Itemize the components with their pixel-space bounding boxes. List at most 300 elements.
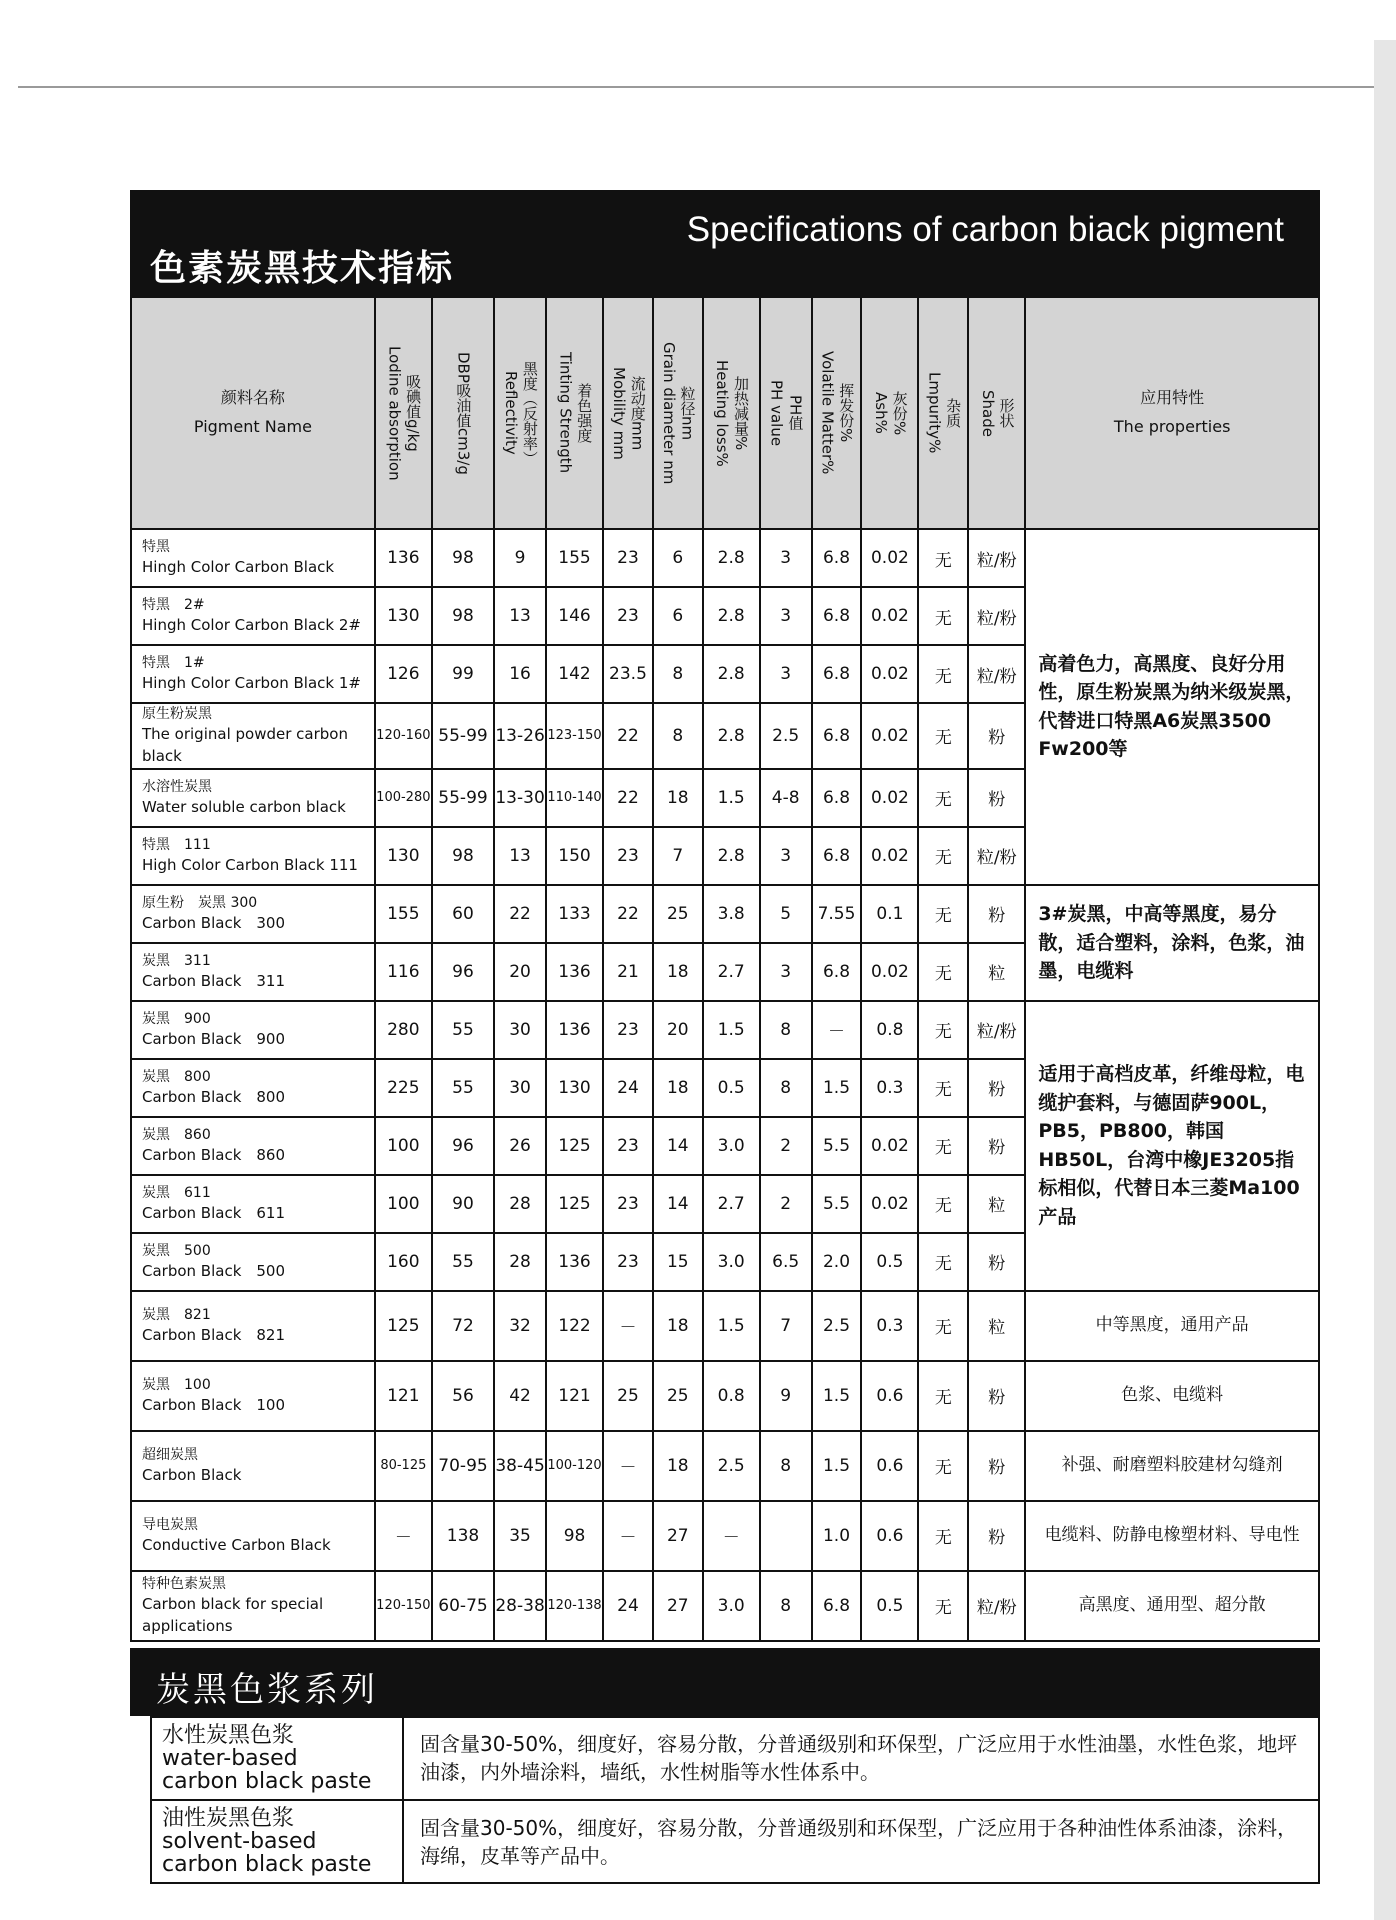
properties-cell: 3#炭黑，中高等黑度，易分散，适合塑料，涂料，色浆，油墨，电缆料 [1025,885,1319,1001]
spec-value: 138 [432,1501,494,1571]
pigment-name-zh: 炭黑 800 [142,1068,211,1085]
spec-value: 13-26 [494,703,546,769]
spec-value: 133 [546,885,603,943]
spec-value: 无 [918,703,968,769]
spec-value: 无 [918,1001,968,1059]
spec-value: 56 [432,1361,494,1431]
spec-value: 5.5 [812,1175,862,1233]
title-banner [130,190,1320,296]
pigment-name [131,1361,375,1431]
pigment-name [131,645,375,703]
spec-value: 70-95 [432,1431,494,1501]
spec-value: 23 [603,827,653,885]
spec-value [760,1501,812,1571]
title-en: Specifications of carbon biack pigment [686,210,1284,249]
spec-value: 2.0 [812,1233,862,1291]
spec-value: 146 [546,587,603,645]
spec-value: 155 [546,529,603,587]
pigment-name-zh: 炭黑 821 [142,1306,211,1323]
spec-value: 2 [760,1117,812,1175]
spec-value: 55-99 [432,703,494,769]
spec-value: 3 [760,645,812,703]
spec-value: 55 [432,1233,494,1291]
spec-value: 100 [375,1175,432,1233]
spec-value: 0.5 [703,1059,760,1117]
table-row [131,1291,1319,1361]
spec-value: 9 [760,1361,812,1431]
spec-value: 0.02 [861,1117,918,1175]
spec-value: 21 [603,943,653,1001]
spec-value: 27 [653,1501,703,1571]
spec-value: 96 [432,943,494,1001]
pigment-name-zh: 特黑 2# [142,596,205,613]
header-col-10: 灰份% Ash% [861,297,918,529]
spec-value: 6.8 [812,1571,862,1641]
spec-value: 122 [546,1291,603,1361]
spec-value: － [603,1501,653,1571]
pigment-name-zh: 原生粉 炭黑 300 [142,894,258,911]
pigment-name-en: Carbon Black 311 [142,972,286,991]
pigment-name-en: Carbon Black 611 [142,1204,286,1223]
spec-value: 3.0 [703,1233,760,1291]
pigment-name-en: Hingh Color Carbon Black 1# [142,674,361,693]
spec-value: 98 [432,587,494,645]
spec-value: 100-120 [546,1431,603,1501]
pigment-name-en: Water soluble carbon black [142,798,346,817]
paste-name: 油性炭黑色浆 solvent-based carbon black paste [151,1800,403,1883]
spec-value: 1.5 [703,1291,760,1361]
spec-value: 粉 [968,1431,1025,1501]
table-row [131,885,1319,943]
spec-value: 96 [432,1117,494,1175]
spec-value: 2.8 [703,587,760,645]
spec-value: 0.6 [861,1431,918,1501]
header-col-8: PH值 PH value [760,297,812,529]
spec-value: 16 [494,645,546,703]
spec-value: 23 [603,587,653,645]
pigment-name [131,1001,375,1059]
spec-value: 无 [918,1501,968,1571]
spec-value: 4-8 [760,769,812,827]
spec-value: － [812,1001,862,1059]
spec-value: 24 [603,1059,653,1117]
pigment-name-en: Hingh Color Carbon Black [142,558,335,577]
pigment-name-en: Conductive Carbon Black [142,1536,331,1555]
spec-value: 无 [918,943,968,1001]
spec-value: 3.0 [703,1117,760,1175]
spec-value: 98 [432,529,494,587]
spec-value: 5 [760,885,812,943]
spec-value: 155 [375,885,432,943]
spec-value: 150 [546,827,603,885]
spec-value: 0.02 [861,645,918,703]
properties-cell: 中等黑度，通用产品 [1025,1291,1319,1361]
scan-edge [18,86,1378,88]
spec-value: 136 [375,529,432,587]
spec-value: 25 [603,1361,653,1431]
pigment-name-en: Carbon Black 860 [142,1146,286,1165]
spec-value: 90 [432,1175,494,1233]
spec-value: 130 [546,1059,603,1117]
spec-value: － [603,1431,653,1501]
properties-cell: 高黑度、通用型、超分散 [1025,1571,1319,1641]
spec-value: 6.8 [812,943,862,1001]
spec-value: 14 [653,1175,703,1233]
paste-description: 固含量30-50%，细度好，容易分散，分普通级别和环保型，广泛应用于水性油墨，水性色浆，地坪油漆，内外墙涂料，墙纸，水性树脂等水性体系中。 [403,1717,1319,1800]
spec-value: 126 [375,645,432,703]
spec-value: 无 [918,1291,968,1361]
spec-value: 3.0 [703,1571,760,1641]
spec-value: 6 [653,587,703,645]
header-pigment-name: 颜料名称 Pigment Name [131,297,375,529]
spec-value: 99 [432,645,494,703]
spec-value: 无 [918,1117,968,1175]
spec-value: 2.8 [703,703,760,769]
pigment-name-zh: 炭黑 100 [142,1376,211,1393]
table-row [131,1001,1319,1059]
pigment-name-zh: 特黑 1# [142,654,205,671]
pigment-name-zh: 超细炭黑 [142,1446,198,1463]
spec-value: 225 [375,1059,432,1117]
spec-value: 2.7 [703,943,760,1001]
spec-value: 0.02 [861,703,918,769]
spec-value: 无 [918,1431,968,1501]
pigment-name [131,529,375,587]
spec-value: 160 [375,1233,432,1291]
spec-value: 18 [653,1059,703,1117]
pigment-name-zh: 导电炭黑 [142,1516,198,1533]
spec-value: 粒 [968,943,1025,1001]
spec-value: 0.6 [861,1361,918,1431]
spec-value: 粒/粉 [968,827,1025,885]
spec-value: 1.5 [703,769,760,827]
spec-value: 7 [760,1291,812,1361]
properties-cell: 适用于高档皮革，纤维母粒，电缆护套料，与德固萨900L，PB5，PB800，韩国HB50L，台湾中橡JE3205指标相似，代替日本三菱Ma100产品 [1025,1001,1319,1291]
spec-value: 3 [760,943,812,1001]
spec-value: 6.8 [812,827,862,885]
pigment-name [131,587,375,645]
spec-value: 0.02 [861,529,918,587]
spec-value: 3.8 [703,885,760,943]
pigment-name-zh: 特黑 111 [142,836,211,853]
spec-value: 136 [546,1233,603,1291]
spec-value: 23.5 [603,645,653,703]
spec-value: 26 [494,1117,546,1175]
spec-value: 22 [603,885,653,943]
spec-value: 98 [546,1501,603,1571]
pigment-name-zh: 原生粉炭黑 [142,706,212,722]
spec-value: 27 [653,1571,703,1641]
spec-value: 125 [546,1175,603,1233]
spec-value: 无 [918,885,968,943]
spec-sheet [130,190,1320,1884]
spec-value: 无 [918,1175,968,1233]
spec-value: 23 [603,529,653,587]
pigment-name-zh: 特种色素炭黑 [142,1575,226,1592]
spec-value: 2.8 [703,827,760,885]
spec-value: 80-125 [375,1431,432,1501]
spec-value: 25 [653,885,703,943]
scan-margin [1374,40,1396,1920]
spec-value: 30 [494,1059,546,1117]
spec-value: 粒/粉 [968,529,1025,587]
spec-value: 2.5 [760,703,812,769]
pigment-name-en: Hingh Color Carbon Black 2# [142,616,361,635]
pigment-name-en: High Color Carbon Black 111 [142,856,358,875]
spec-value: 13-30 [494,769,546,827]
spec-value: 0.02 [861,943,918,1001]
pigment-name [131,1175,375,1233]
paste-table [150,1716,1320,1885]
pigment-name [131,769,375,827]
pigment-name-en: Carbon Black 300 [142,914,286,933]
spec-value: 0.3 [861,1291,918,1361]
spec-value: 24 [603,1571,653,1641]
spec-value: 粉 [968,885,1025,943]
pigment-name [131,943,375,1001]
spec-value: 3 [760,529,812,587]
spec-value: 2 [760,1175,812,1233]
pigment-name-zh: 水溶性炭黑 [142,778,212,795]
spec-value: 3 [760,827,812,885]
pigment-name [131,1059,375,1117]
header-col-6: 粒径nm Grain diameter nm [653,297,703,529]
spec-value: 6.8 [812,769,862,827]
spec-value: 粉 [968,1117,1025,1175]
spec-value: 粒/粉 [968,645,1025,703]
spec-value: 116 [375,943,432,1001]
spec-value: 38-45 [494,1431,546,1501]
pigment-name-zh: 炭黑 900 [142,1010,211,1027]
spec-value: 280 [375,1001,432,1059]
spec-value: 23 [603,1233,653,1291]
pigment-name-en: Carbon black for special applications [142,1595,324,1635]
header-col-7: 加热减量% Heating loss% [703,297,760,529]
spec-value: 6.8 [812,587,862,645]
spec-value: 1.5 [812,1361,862,1431]
table-row [131,529,1319,587]
spec-value: 18 [653,943,703,1001]
pigment-name-en: Carbon Black 500 [142,1262,286,1281]
spec-value: 无 [918,1059,968,1117]
spec-value: 6.8 [812,645,862,703]
spec-value: 3 [760,587,812,645]
spec-value: 13 [494,587,546,645]
header-col-1: 吸碘值g/kg Lodine absorption [375,297,432,529]
pigment-name-en: Carbon Black 100 [142,1396,286,1415]
spec-value: － [375,1501,432,1571]
spec-value: 2.8 [703,529,760,587]
spec-value: 2.7 [703,1175,760,1233]
header-col-4: 着色强度 Tinting Strength [546,297,603,529]
spec-value: 23 [603,1117,653,1175]
spec-value: 23 [603,1175,653,1233]
spec-value: 123-150 [546,703,603,769]
spec-value: 60 [432,885,494,943]
spec-value: 8 [653,703,703,769]
spec-value: 2.8 [703,645,760,703]
paste-description: 固含量30-50%，细度好，容易分散，分普通级别和环保型，广泛应用于各种油性体系油漆，涂料，海绵，皮革等产品中。 [403,1800,1319,1883]
pigment-name [131,1117,375,1175]
pigment-name-zh: 炭黑 860 [142,1126,211,1143]
spec-value: 粉 [968,769,1025,827]
spec-value: 7.55 [812,885,862,943]
series-banner [130,1648,1320,1716]
spec-value: 55 [432,1001,494,1059]
spec-value: 130 [375,587,432,645]
spec-value: 无 [918,529,968,587]
paste-row-water [151,1717,1319,1800]
spec-value: 22 [603,703,653,769]
spec-value: 42 [494,1361,546,1431]
spec-value: 0.1 [861,885,918,943]
spec-value: 100-280 [375,769,432,827]
spec-value: 120-150 [375,1571,432,1641]
series-title: 炭黑色浆系列 [156,1669,378,1710]
pigment-name-en: Carbon Black [142,1466,242,1485]
spec-value: 6.8 [812,703,862,769]
spec-value: 粒/粉 [968,1571,1025,1641]
spec-value: 98 [432,827,494,885]
spec-value: 粒 [968,1175,1025,1233]
spec-value: 22 [494,885,546,943]
table-row [131,1571,1319,1641]
properties-cell: 色浆、电缆料 [1025,1361,1319,1431]
spec-value: 60-75 [432,1571,494,1641]
properties-cell: 电缆料、防静电橡塑材料、导电性 [1025,1501,1319,1571]
spec-value: 8 [760,1431,812,1501]
spec-value: 粉 [968,1361,1025,1431]
spec-value: 6.8 [812,529,862,587]
paste-name: 水性炭黑色浆 water-based carbon black paste [151,1717,403,1800]
spec-value: 136 [546,1001,603,1059]
spec-value: 粉 [968,703,1025,769]
spec-value: 1.5 [812,1431,862,1501]
spec-value: 2.5 [812,1291,862,1361]
pigment-name-en: Carbon Black 900 [142,1030,286,1049]
spec-value: 0.3 [861,1059,918,1117]
table-row [131,1361,1319,1431]
spec-value: 6.5 [760,1233,812,1291]
spec-value: 无 [918,645,968,703]
spec-value: 无 [918,827,968,885]
pigment-name [131,1501,375,1571]
spec-value: 55 [432,1059,494,1117]
spec-value: 0.02 [861,1175,918,1233]
spec-value: 120-160 [375,703,432,769]
pigment-name-zh: 炭黑 500 [142,1242,211,1259]
pigment-name [131,885,375,943]
spec-value: 18 [653,769,703,827]
spec-value: 25 [653,1361,703,1431]
spec-value: 1.5 [812,1059,862,1117]
spec-value: 无 [918,1361,968,1431]
spec-value: 18 [653,1431,703,1501]
spec-value: 28-38 [494,1571,546,1641]
spec-value: 13 [494,827,546,885]
spec-value: 1.0 [812,1501,862,1571]
spec-value: 8 [760,1571,812,1641]
spec-value: 0.02 [861,827,918,885]
header-properties: 应用特性 The properties [1025,297,1319,529]
spec-value: 粉 [968,1059,1025,1117]
pigment-name [131,827,375,885]
table-row [131,1501,1319,1571]
table-header-row [131,297,1319,529]
spec-value: 粉 [968,1501,1025,1571]
spec-value: 136 [546,943,603,1001]
pigment-name [131,1431,375,1501]
spec-value: 72 [432,1291,494,1361]
pigment-name-en: Carbon Black 821 [142,1326,286,1345]
spec-value: 9 [494,529,546,587]
header-col-5: 流动度mm Mobility mm [603,297,653,529]
spec-value: 14 [653,1117,703,1175]
spec-value: 1.5 [703,1001,760,1059]
pigment-name [131,1233,375,1291]
spec-table-body [131,529,1319,1641]
spec-value: 100 [375,1117,432,1175]
pigment-name-zh: 炭黑 611 [142,1184,211,1201]
spec-table [130,296,1320,1642]
spec-value: 8 [653,645,703,703]
header-col-12: 形状 Shade [968,297,1025,529]
spec-value: 142 [546,645,603,703]
header-col-11: 杂质 Lmpurity% [918,297,968,529]
spec-value: 2.5 [703,1431,760,1501]
title-zh: 色素炭黑技术指标 [150,248,455,289]
properties-cell: 补强、耐磨塑料胶建材勾缝剂 [1025,1431,1319,1501]
spec-value: 无 [918,1233,968,1291]
spec-value: 粉 [968,1233,1025,1291]
table-row [131,1431,1319,1501]
spec-value: 无 [918,587,968,645]
spec-value: 8 [760,1059,812,1117]
spec-value: 粒 [968,1291,1025,1361]
spec-value: 121 [546,1361,603,1431]
properties-cell: 高着色力，高黑度、良好分用性，原生粉炭黑为纳米级炭黑，代替进口特黑A6炭黑3500 Fw200等 [1025,529,1319,885]
spec-value: 0.8 [861,1001,918,1059]
spec-value: 0.02 [861,587,918,645]
spec-value: 5.5 [812,1117,862,1175]
spec-value: 15 [653,1233,703,1291]
spec-value: － [603,1291,653,1361]
spec-value: 0.8 [703,1361,760,1431]
spec-value: 0.6 [861,1501,918,1571]
spec-value: 35 [494,1501,546,1571]
spec-value: 130 [375,827,432,885]
spec-value: 28 [494,1233,546,1291]
spec-value: 32 [494,1291,546,1361]
spec-value: 110-140 [546,769,603,827]
pigment-name [131,1571,375,1641]
pigment-name [131,1291,375,1361]
pigment-name-zh: 特黑 [142,538,170,555]
spec-value: 粒/粉 [968,1001,1025,1059]
spec-value: 20 [653,1001,703,1059]
spec-value: 55-99 [432,769,494,827]
spec-value: 粒/粉 [968,587,1025,645]
spec-value: 无 [918,1571,968,1641]
spec-value: 无 [918,769,968,827]
spec-value: 28 [494,1175,546,1233]
spec-value: 120-138 [546,1571,603,1641]
spec-value: 0.02 [861,769,918,827]
spec-value: 0.5 [861,1233,918,1291]
pigment-name-zh: 炭黑 311 [142,952,211,969]
spec-value: 18 [653,1291,703,1361]
spec-value: 7 [653,827,703,885]
